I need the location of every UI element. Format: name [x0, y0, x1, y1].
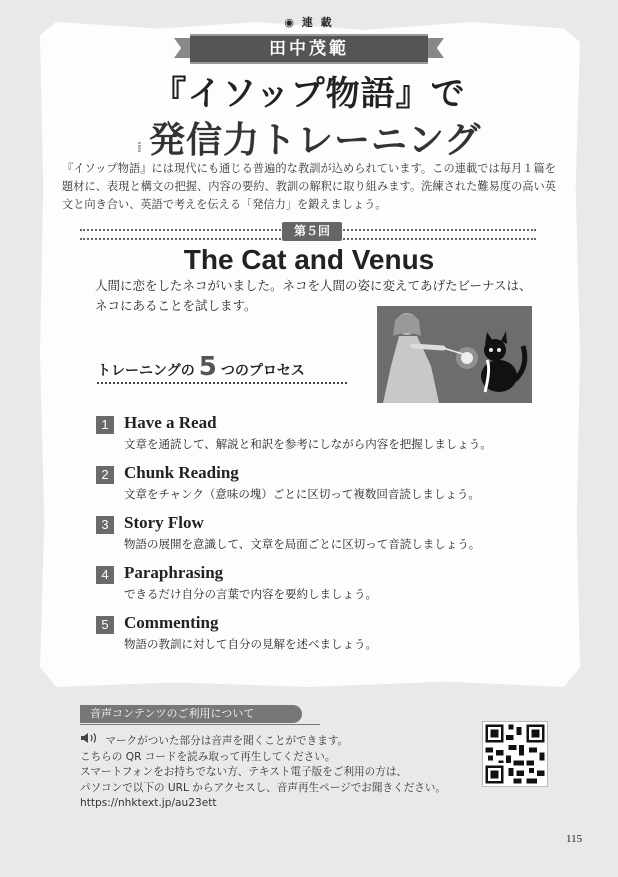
series-title-text: 発信力トレーニング	[148, 120, 482, 161]
step-name: Chunk Reading	[124, 463, 239, 482]
step-number: 2	[96, 466, 114, 484]
audio-line-1: マークがついた部分は音声を聞くことができます。	[80, 732, 480, 750]
story-synopsis: 人間に恋をしたネコがいました。ネコを人間の姿に変えてあげたビーナスは、ネコにあることを試します。	[95, 278, 532, 313]
step-name: Have a Read	[124, 413, 217, 432]
author-banner: 田中茂範	[190, 34, 428, 64]
step-number: 4	[96, 566, 114, 584]
audio-line-2: こちらの QR コードを読み取って再生してください。	[80, 750, 336, 763]
story-illustration	[377, 306, 532, 403]
process-heading-pre: トレーニングの	[97, 363, 195, 379]
audio-line-4: パソコンで以下の URL からアクセスし、音声再生ページでお聞きください。	[80, 781, 447, 794]
audio-url-link[interactable]: https://nhktext.jp/au23ett	[80, 797, 217, 809]
audio-divider	[80, 724, 320, 725]
step-description: 物語の教訓に対して自分の見解を述べましょう。	[124, 637, 377, 651]
intro-paragraph: 『イソップ物語』には現代にも通じる普遍的な教訓が込められています。この連載では毎月１篇を題材に、表現と構文の把握、内容の要約、教訓の解釈に取り組みます。洗練された難易度の高い英文と向き合い、英語で考えを伝える「発信力」を鍛えましょう。	[62, 162, 556, 211]
page-number: 115	[566, 833, 583, 845]
process-heading	[97, 350, 347, 384]
step-description: 物語の展開を意識して、文章を局面ごとに区切って音読しましょう。	[124, 537, 481, 551]
sparkle-left-icon: ⁞	[136, 140, 149, 156]
step-description: できるだけ自分の言葉で内容を要約しましょう。	[124, 587, 377, 601]
process-heading-post: つのプロセス	[220, 363, 305, 379]
story-title: The Cat and Venus	[183, 244, 435, 275]
audio-line-3: スマートフォンをお持ちでない方、テキスト電子版をご利用の方は、	[80, 766, 408, 778]
series-label: ◉ 連 載	[284, 16, 334, 29]
step-number: 1	[96, 416, 114, 434]
step-description: 文章をチャンク（意味の塊）ごとに区切って複数回音読しましょう。	[124, 487, 480, 501]
step-number: 5	[96, 616, 114, 634]
series-title-line1: 『イソップ物語』で	[152, 74, 466, 114]
step-name: Paraphrasing	[124, 563, 224, 582]
issue-badge: 第５回	[282, 222, 342, 241]
step-name: Commenting	[124, 613, 219, 632]
series-title-line2	[0, 112, 618, 163]
qr-code[interactable]	[482, 721, 548, 787]
audio-section-label: 音声コンテンツのご利用について	[80, 705, 302, 723]
step-description: 文章を通読して、解説と和訳を参考にしながら内容を把握しましょう。	[124, 437, 492, 451]
process-heading-number: 5	[198, 352, 217, 382]
audio-instructions	[80, 732, 480, 812]
step-name: Story Flow	[124, 513, 204, 532]
speaker-icon	[80, 735, 105, 747]
step-number: 3	[96, 516, 114, 534]
